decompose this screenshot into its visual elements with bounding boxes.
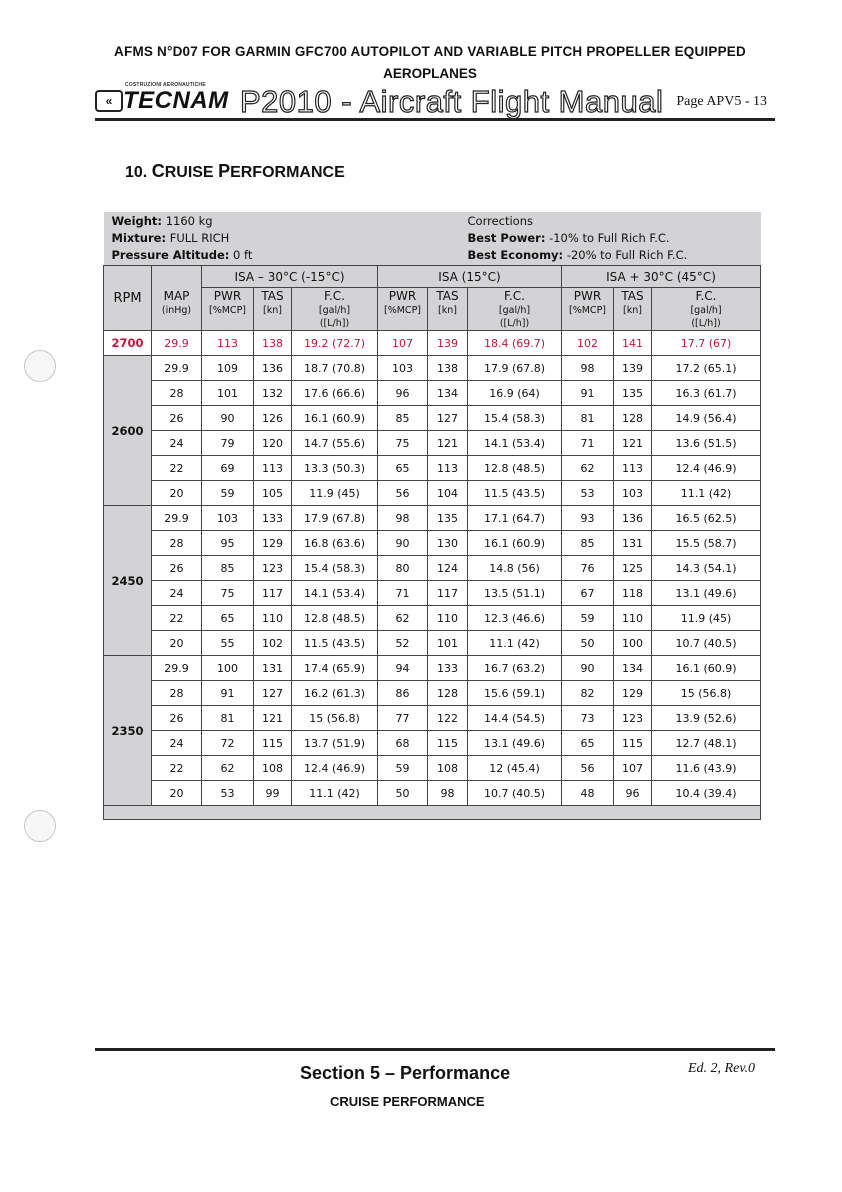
tas-cell: 129 xyxy=(614,681,652,706)
tas-cell: 133 xyxy=(254,506,292,531)
best-power-value: -10% to Full Rich F.C. xyxy=(549,231,670,245)
table-row xyxy=(104,731,761,756)
fc-cell: 17.7 (67) xyxy=(652,331,761,356)
group-header-row xyxy=(104,266,761,288)
fc-cell: 15 (56.8) xyxy=(292,706,378,731)
tas-cell: 133 xyxy=(428,656,468,681)
pwr-cell: 50 xyxy=(378,781,428,806)
table-row xyxy=(104,681,761,706)
fc-cell: 17.9 (67.8) xyxy=(468,356,562,381)
fc-cell: 15.5 (58.7) xyxy=(652,531,761,556)
map-cell: 28 xyxy=(152,531,202,556)
tas-cell: 121 xyxy=(614,431,652,456)
punch-hole-bottom xyxy=(24,810,56,842)
fc-cell: 12.8 (48.5) xyxy=(468,456,562,481)
map-cell: 26 xyxy=(152,706,202,731)
map-cell: 22 xyxy=(152,756,202,781)
pwr-cell: 59 xyxy=(202,481,254,506)
fc-unit: [gal/h] xyxy=(318,305,351,316)
tas-cell: 131 xyxy=(614,531,652,556)
footer-edition: Ed. 2, Rev.0 xyxy=(688,1061,755,1076)
footer-section-title: Section 5 – Performance xyxy=(300,1063,511,1083)
map-cell: 20 xyxy=(152,481,202,506)
fc-cell: 16.9 (64) xyxy=(468,381,562,406)
footer-rule xyxy=(95,1048,775,1051)
pwr-cell: 62 xyxy=(202,756,254,781)
tas-header xyxy=(428,288,468,331)
tas-cell: 96 xyxy=(614,781,652,806)
tas-cell: 125 xyxy=(614,556,652,581)
fc-cell: 13.6 (51.5) xyxy=(652,431,761,456)
pwr-cell: 68 xyxy=(378,731,428,756)
fc-header xyxy=(292,288,378,331)
manual-title: P2010 - Aircraft Flight Manual xyxy=(240,84,664,119)
tas-header xyxy=(614,288,652,331)
tas-cell: 134 xyxy=(614,656,652,681)
section-number: 10. xyxy=(125,164,148,181)
tas-cell: 121 xyxy=(428,431,468,456)
tas-cell: 136 xyxy=(614,506,652,531)
pwr-unit: [%MCP] xyxy=(384,305,421,316)
tas-cell: 136 xyxy=(254,356,292,381)
pwr-cell: 53 xyxy=(562,481,614,506)
tas-cell: 135 xyxy=(614,381,652,406)
fc-cell: 11.5 (43.5) xyxy=(468,481,562,506)
map-cell: 29.9 xyxy=(152,331,202,356)
pwr-cell: 55 xyxy=(202,631,254,656)
pwr-cell: 102 xyxy=(562,331,614,356)
table-row xyxy=(104,606,761,631)
fc-cell: 16.3 (61.7) xyxy=(652,381,761,406)
pwr-cell: 71 xyxy=(562,431,614,456)
pwr-cell: 81 xyxy=(202,706,254,731)
fc-cell: 10.7 (40.5) xyxy=(468,781,562,806)
fc-cell: 14.1 (53.4) xyxy=(468,431,562,456)
map-cell: 29.9 xyxy=(152,356,202,381)
pwr-cell: 80 xyxy=(378,556,428,581)
pwr-cell: 95 xyxy=(202,531,254,556)
table-footer-cell xyxy=(104,806,761,820)
pwr-cell: 50 xyxy=(562,631,614,656)
corrections-label: Corrections xyxy=(467,214,533,228)
tas-cell: 128 xyxy=(428,681,468,706)
fc-header xyxy=(468,288,562,331)
corrections-block xyxy=(468,212,761,266)
weight-value: 1160 kg xyxy=(165,214,213,228)
pwr-cell: 90 xyxy=(378,531,428,556)
header-rule xyxy=(95,118,775,121)
pwr-cell: 103 xyxy=(378,356,428,381)
fc-cell: 16.5 (62.5) xyxy=(652,506,761,531)
pwr-header xyxy=(562,288,614,331)
tas-cell: 108 xyxy=(254,756,292,781)
pwr-cell: 48 xyxy=(562,781,614,806)
fc-cell: 11.5 (43.5) xyxy=(292,631,378,656)
table-footer-bar xyxy=(104,806,761,820)
pwr-cell: 101 xyxy=(202,381,254,406)
tas-cell: 110 xyxy=(614,606,652,631)
map-cell: 20 xyxy=(152,631,202,656)
fc-cell: 11.1 (42) xyxy=(652,481,761,506)
fc-cell: 10.4 (39.4) xyxy=(652,781,761,806)
tas-cell: 126 xyxy=(254,406,292,431)
tas-cell: 120 xyxy=(254,431,292,456)
tas-cell: 118 xyxy=(614,581,652,606)
table-row xyxy=(104,556,761,581)
fc-cell: 17.9 (67.8) xyxy=(292,506,378,531)
tas-cell: 110 xyxy=(254,606,292,631)
pwr-cell: 73 xyxy=(562,706,614,731)
table-row xyxy=(104,356,761,381)
best-economy-label: Best Economy: xyxy=(467,248,564,262)
map-cell: 24 xyxy=(152,431,202,456)
pwr-cell: 98 xyxy=(562,356,614,381)
pwr-header-label: PWR xyxy=(573,289,602,303)
rpm-cell: 2350 xyxy=(104,656,152,806)
pwr-cell: 90 xyxy=(202,406,254,431)
map-unit: (inHg) xyxy=(161,305,192,316)
map-cell: 22 xyxy=(152,456,202,481)
map-header xyxy=(152,266,202,331)
cruise-performance-table xyxy=(103,212,761,820)
fc-cell: 12.8 (48.5) xyxy=(292,606,378,631)
fc-cell: 17.6 (66.6) xyxy=(292,381,378,406)
map-cell: 22 xyxy=(152,606,202,631)
section-title-initial-2: P xyxy=(218,161,231,181)
fc-cell: 14.4 (54.5) xyxy=(468,706,562,731)
pwr-cell: 56 xyxy=(562,756,614,781)
pwr-cell: 65 xyxy=(378,456,428,481)
fc-cell: 11.1 (42) xyxy=(292,781,378,806)
tas-cell: 110 xyxy=(428,606,468,631)
table-body xyxy=(104,331,761,806)
fc-cell: 14.3 (54.1) xyxy=(652,556,761,581)
tas-cell: 103 xyxy=(614,481,652,506)
tas-cell: 127 xyxy=(428,406,468,431)
pwr-cell: 109 xyxy=(202,356,254,381)
tas-cell: 101 xyxy=(428,631,468,656)
tas-cell: 117 xyxy=(254,581,292,606)
map-cell: 26 xyxy=(152,406,202,431)
pwr-cell: 103 xyxy=(202,506,254,531)
pwr-cell: 75 xyxy=(202,581,254,606)
tas-header-label: TAS xyxy=(436,289,459,303)
fc-cell: 14.9 (56.4) xyxy=(652,406,761,431)
fc-cell: 13.1 (49.6) xyxy=(468,731,562,756)
fc-cell: 13.5 (51.1) xyxy=(468,581,562,606)
pwr-cell: 67 xyxy=(562,581,614,606)
group-header-isa: ISA (15°C) xyxy=(378,266,562,288)
tas-cell: 132 xyxy=(254,381,292,406)
section-title-initial-1: C xyxy=(151,161,165,181)
tas-cell: 131 xyxy=(254,656,292,681)
tas-cell: 130 xyxy=(428,531,468,556)
fc-unit: ([L/h]) xyxy=(319,318,350,329)
pwr-cell: 79 xyxy=(202,431,254,456)
fc-cell: 16.1 (60.9) xyxy=(652,656,761,681)
fc-cell: 17.4 (65.9) xyxy=(292,656,378,681)
fc-header-label: F.C. xyxy=(324,289,345,303)
fc-header xyxy=(652,288,761,331)
pwr-unit: [%MCP] xyxy=(569,305,606,316)
pwr-cell: 82 xyxy=(562,681,614,706)
pwr-cell: 72 xyxy=(202,731,254,756)
tas-cell: 135 xyxy=(428,506,468,531)
tas-header-label: TAS xyxy=(261,289,284,303)
tas-cell: 134 xyxy=(428,381,468,406)
logo-wordmark: TECNAM xyxy=(123,87,229,114)
table-row xyxy=(104,481,761,506)
fc-cell: 12.4 (46.9) xyxy=(292,756,378,781)
pwr-cell: 90 xyxy=(562,656,614,681)
pwr-cell: 75 xyxy=(378,431,428,456)
fc-cell: 15 (56.8) xyxy=(652,681,761,706)
tas-cell: 98 xyxy=(428,781,468,806)
logo-badge-icon: « xyxy=(95,90,123,112)
fc-cell: 11.9 (45) xyxy=(652,606,761,631)
best-economy-value: -20% to Full Rich F.C. xyxy=(566,248,688,262)
table-row xyxy=(104,581,761,606)
map-cell: 24 xyxy=(152,731,202,756)
tas-cell: 121 xyxy=(254,706,292,731)
fc-cell: 17.2 (65.1) xyxy=(652,356,761,381)
pwr-cell: 93 xyxy=(562,506,614,531)
map-cell: 29.9 xyxy=(152,506,202,531)
page-label: Page APV5 - 13 xyxy=(676,94,767,109)
map-cell: 24 xyxy=(152,581,202,606)
fc-unit: ([L/h]) xyxy=(691,318,721,329)
tas-unit: [kn] xyxy=(623,305,642,316)
map-cell: 28 xyxy=(152,381,202,406)
fc-cell: 18.7 (70.8) xyxy=(292,356,378,381)
pwr-unit: [%MCP] xyxy=(209,305,246,316)
pwr-cell: 85 xyxy=(378,406,428,431)
fc-cell: 11.1 (42) xyxy=(468,631,562,656)
table-row xyxy=(104,431,761,456)
section-title-rest-2: ERFORMANCE xyxy=(230,164,345,181)
tas-cell: 115 xyxy=(254,731,292,756)
group-header-isa-minus-30: ISA – 30°C (-15°C) xyxy=(202,266,378,288)
fc-cell: 15.4 (58.3) xyxy=(292,556,378,581)
fc-cell: 12 (45.4) xyxy=(468,756,562,781)
pwr-cell: 65 xyxy=(562,731,614,756)
fc-cell: 12.3 (46.6) xyxy=(468,606,562,631)
footer-subtitle: CRUISE PERFORMANCE xyxy=(330,1094,485,1109)
tas-cell: 123 xyxy=(254,556,292,581)
map-cell: 26 xyxy=(152,556,202,581)
weight-label: Weight: xyxy=(111,214,163,228)
pwr-cell: 52 xyxy=(378,631,428,656)
tas-cell: 113 xyxy=(428,456,468,481)
pwr-cell: 85 xyxy=(562,531,614,556)
tas-cell: 128 xyxy=(614,406,652,431)
fc-cell: 16.1 (60.9) xyxy=(292,406,378,431)
map-cell: 28 xyxy=(152,681,202,706)
pwr-cell: 77 xyxy=(378,706,428,731)
tecnam-logo xyxy=(95,82,235,118)
altitude-label: Pressure Altitude: xyxy=(111,248,230,262)
fc-cell: 16.1 (60.9) xyxy=(468,531,562,556)
tas-cell: 139 xyxy=(614,356,652,381)
pwr-cell: 62 xyxy=(562,456,614,481)
fc-cell: 15.6 (59.1) xyxy=(468,681,562,706)
pwr-cell: 53 xyxy=(202,781,254,806)
tas-cell: 124 xyxy=(428,556,468,581)
fc-cell: 14.7 (55.6) xyxy=(292,431,378,456)
fc-cell: 16.8 (63.6) xyxy=(292,531,378,556)
tas-cell: 115 xyxy=(428,731,468,756)
table-row xyxy=(104,506,761,531)
table-row xyxy=(104,456,761,481)
fc-cell: 19.2 (72.7) xyxy=(292,331,378,356)
pwr-cell: 98 xyxy=(378,506,428,531)
pwr-header-label: PWR xyxy=(213,289,242,303)
fc-cell: 14.8 (56) xyxy=(468,556,562,581)
map-header-label: MAP xyxy=(163,289,190,303)
fc-cell: 11.9 (45) xyxy=(292,481,378,506)
tas-cell: 113 xyxy=(254,456,292,481)
fc-cell: 13.9 (52.6) xyxy=(652,706,761,731)
mixture-value: FULL RICH xyxy=(169,231,230,245)
column-header-row xyxy=(104,288,761,331)
fc-unit: ([L/h]) xyxy=(499,318,530,329)
fc-cell: 13.3 (50.3) xyxy=(292,456,378,481)
table-row xyxy=(104,631,761,656)
tas-cell: 129 xyxy=(254,531,292,556)
fc-unit: [gal/h] xyxy=(498,305,531,316)
fc-cell: 13.1 (49.6) xyxy=(652,581,761,606)
logo-small-text: COSTRUZIONI AERONAUTICHE xyxy=(125,82,206,88)
tas-unit: [kn] xyxy=(438,305,457,316)
pwr-cell: 91 xyxy=(562,381,614,406)
section-title xyxy=(125,161,345,182)
tas-cell: 107 xyxy=(614,756,652,781)
tas-cell: 123 xyxy=(614,706,652,731)
pwr-cell: 85 xyxy=(202,556,254,581)
table-row xyxy=(104,531,761,556)
fc-cell: 12.7 (48.1) xyxy=(652,731,761,756)
header-line-2: AEROPLANES xyxy=(383,66,477,81)
fc-cell: 10.7 (40.5) xyxy=(652,631,761,656)
pwr-cell: 81 xyxy=(562,406,614,431)
group-header-isa-plus-30: ISA + 30°C (45°C) xyxy=(562,266,761,288)
mixture-label: Mixture: xyxy=(111,231,167,245)
pwr-cell: 59 xyxy=(378,756,428,781)
map-cell: 20 xyxy=(152,781,202,806)
pwr-cell: 59 xyxy=(562,606,614,631)
tas-cell: 122 xyxy=(428,706,468,731)
fc-cell: 14.1 (53.4) xyxy=(292,581,378,606)
table-info-row xyxy=(104,212,761,266)
header-line-1: AFMS N°D07 FOR GARMIN GFC700 AUTOPILOT AND VARIABLE PITCH PROPELLER EQUIPPED xyxy=(114,44,746,59)
fc-cell: 18.4 (69.7) xyxy=(468,331,562,356)
tas-header-label: TAS xyxy=(621,289,644,303)
fc-cell: 17.1 (64.7) xyxy=(468,506,562,531)
tas-header xyxy=(254,288,292,331)
tas-cell: 127 xyxy=(254,681,292,706)
pwr-cell: 100 xyxy=(202,656,254,681)
table-row xyxy=(104,381,761,406)
tas-cell: 141 xyxy=(614,331,652,356)
fc-header-label: F.C. xyxy=(695,289,717,303)
section-title-rest-1: RUISE xyxy=(164,164,214,181)
tas-cell: 104 xyxy=(428,481,468,506)
rpm-cell: 2450 xyxy=(104,506,152,656)
table-row-2700 xyxy=(104,331,761,356)
tas-unit: [kn] xyxy=(263,305,282,316)
altitude-value: 0 ft xyxy=(233,248,253,262)
tas-cell: 105 xyxy=(254,481,292,506)
rpm-cell: 2600 xyxy=(104,356,152,506)
pwr-cell: 113 xyxy=(202,331,254,356)
tas-cell: 100 xyxy=(614,631,652,656)
pwr-cell: 86 xyxy=(378,681,428,706)
rpm-header: RPM xyxy=(104,266,152,331)
pwr-cell: 96 xyxy=(378,381,428,406)
table-row xyxy=(104,406,761,431)
tas-cell: 138 xyxy=(428,356,468,381)
table-row xyxy=(104,781,761,806)
tas-cell: 113 xyxy=(614,456,652,481)
pwr-cell: 91 xyxy=(202,681,254,706)
table-row xyxy=(104,706,761,731)
tas-cell: 139 xyxy=(428,331,468,356)
fc-cell: 11.6 (43.9) xyxy=(652,756,761,781)
pwr-cell: 71 xyxy=(378,581,428,606)
pwr-cell: 56 xyxy=(378,481,428,506)
punch-hole-top xyxy=(24,350,56,382)
tas-cell: 138 xyxy=(254,331,292,356)
best-power-label: Best Power: xyxy=(467,231,546,245)
pwr-header xyxy=(202,288,254,331)
tas-cell: 102 xyxy=(254,631,292,656)
tas-cell: 115 xyxy=(614,731,652,756)
pwr-header-label: PWR xyxy=(388,289,417,303)
pwr-cell: 107 xyxy=(378,331,428,356)
fc-cell: 16.2 (61.3) xyxy=(292,681,378,706)
tas-cell: 117 xyxy=(428,581,468,606)
pwr-cell: 65 xyxy=(202,606,254,631)
map-cell: 29.9 xyxy=(152,656,202,681)
tas-cell: 108 xyxy=(428,756,468,781)
conditions-block xyxy=(104,212,468,266)
fc-header-label: F.C. xyxy=(504,289,525,303)
fc-cell: 15.4 (58.3) xyxy=(468,406,562,431)
pwr-header xyxy=(378,288,428,331)
fc-cell: 13.7 (51.9) xyxy=(292,731,378,756)
tas-cell: 99 xyxy=(254,781,292,806)
pwr-cell: 62 xyxy=(378,606,428,631)
fc-unit: [gal/h] xyxy=(690,305,722,316)
table-row xyxy=(104,656,761,681)
fc-cell: 16.7 (63.2) xyxy=(468,656,562,681)
fc-cell: 12.4 (46.9) xyxy=(652,456,761,481)
table-row xyxy=(104,756,761,781)
pwr-cell: 69 xyxy=(202,456,254,481)
pwr-cell: 76 xyxy=(562,556,614,581)
pwr-cell: 94 xyxy=(378,656,428,681)
rpm-cell: 2700 xyxy=(104,331,152,356)
